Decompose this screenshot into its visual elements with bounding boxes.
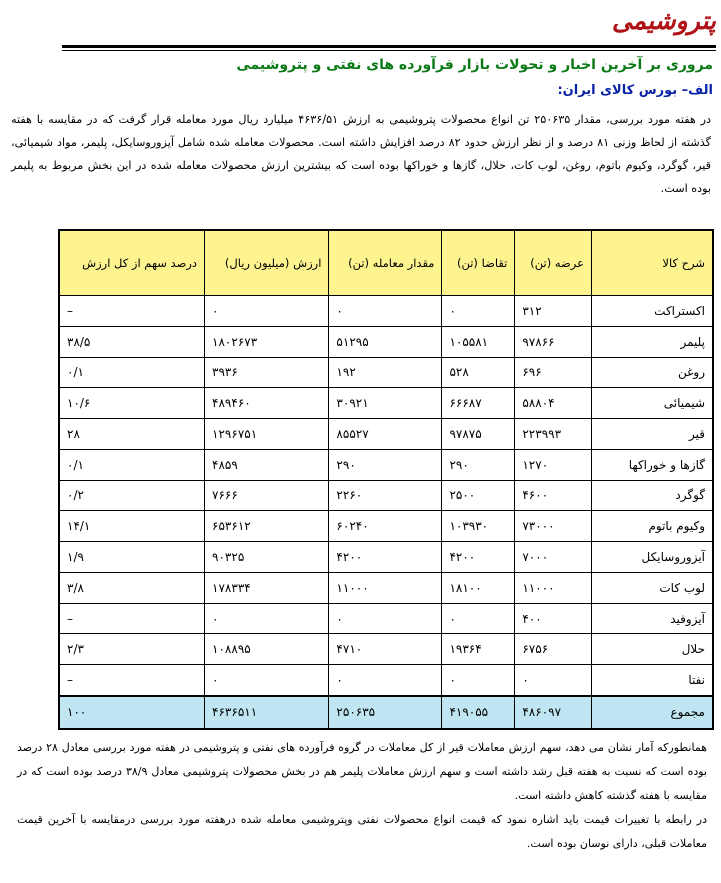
cell-value: ۱۰۸۸۹۵ xyxy=(205,634,329,665)
cell-item: حلال xyxy=(592,634,714,665)
cell-value: ۷۶۶۶ xyxy=(205,480,329,511)
cell-supply: ۶۹۶ xyxy=(515,357,592,388)
cell-demand: ۱۸۱۰۰ xyxy=(442,572,515,603)
table-row xyxy=(59,326,713,357)
cell-value: ۰ xyxy=(205,665,329,696)
cell-value: ۴۶۳۶۵۱۱ xyxy=(205,696,329,729)
header-rule xyxy=(62,45,716,48)
header-share: درصد سهم از کل ارزش xyxy=(59,230,205,296)
cell-item: وکیوم باتوم xyxy=(592,511,714,542)
cell-traded-qty: ۲۹۰ xyxy=(329,449,442,480)
commodity-trading-table xyxy=(58,229,714,730)
cell-supply: ۰ xyxy=(515,665,592,696)
cell-supply: ۴۰۰ xyxy=(515,603,592,634)
header-demand: تقاضا (تن) xyxy=(442,230,515,296)
cell-demand: ۰ xyxy=(442,296,515,327)
cell-share: ۰/۱ xyxy=(59,357,205,388)
cell-traded-qty: ۴۲۰۰ xyxy=(329,542,442,573)
analysis-paragraph-1: همانطورکه آمار نشان می دهد، سهم ارزش معاملات قیر از کل معاملات در گروه فرآورده های نفتی و پتروشیمی در هفته مورد بررسی معادل ۲۸ درصد بوده است که نسبت به هفته قبل رشد داشته است و سهم ارزش معاملات پلیمر هم در بخش محصولات پتروشیمی معادل ۳۸/۹ درصد بوده است که در مقایسه با هفته گذشته کاهش داشته است. xyxy=(17,741,707,802)
cell-demand: ۱۰۵۵۸۱ xyxy=(442,326,515,357)
cell-value: ۱۲۹۶۷۵۱ xyxy=(205,419,329,450)
cell-traded-qty: ۶۰۲۴۰ xyxy=(329,511,442,542)
table-row xyxy=(59,665,713,696)
article-headline: مروری بر آخرین اخبار و تحولات بازار فرآورده های نفتی و پتروشیمی xyxy=(236,57,713,73)
cell-share: ۳۸/۵ xyxy=(59,326,205,357)
table-row xyxy=(59,357,713,388)
analysis-section xyxy=(17,736,707,856)
header-value: ارزش (میلیون ریال) xyxy=(205,230,329,296)
cell-supply: ۳۱۲ xyxy=(515,296,592,327)
cell-traded-qty: ۰ xyxy=(329,665,442,696)
cell-demand: ۵۲۸ xyxy=(442,357,515,388)
cell-value: ۹۰۳۲۵ xyxy=(205,542,329,573)
cell-item: گازها و خوراکها xyxy=(592,449,714,480)
cell-supply: ۱۱۰۰۰ xyxy=(515,572,592,603)
cell-value: ۴۸۹۴۶۰ xyxy=(205,388,329,419)
cell-share: – xyxy=(59,603,205,634)
cell-item: شیمیائی xyxy=(592,388,714,419)
cell-share: – xyxy=(59,665,205,696)
table-header-row xyxy=(59,230,713,296)
cell-value: ۰ xyxy=(205,603,329,634)
cell-traded-qty: ۱۱۰۰۰ xyxy=(329,572,442,603)
cell-demand: ۲۹۰ xyxy=(442,449,515,480)
cell-share: ۲۸ xyxy=(59,419,205,450)
cell-supply: ۵۸۸۰۴ xyxy=(515,388,592,419)
cell-value: ۶۵۳۶۱۲ xyxy=(205,511,329,542)
cell-item: گوگرد xyxy=(592,480,714,511)
cell-item: اکستراکت xyxy=(592,296,714,327)
cell-traded-qty: ۵۱۲۹۵ xyxy=(329,326,442,357)
cell-traded-qty: ۴۷۱۰ xyxy=(329,634,442,665)
cell-demand: ۱۰۳۹۳۰ xyxy=(442,511,515,542)
cell-supply: ۲۲۳۹۹۳ xyxy=(515,419,592,450)
cell-demand: ۲۵۰۰ xyxy=(442,480,515,511)
cell-item: پلیمر xyxy=(592,326,714,357)
cell-demand: ۰ xyxy=(442,603,515,634)
table-total-row xyxy=(59,696,713,729)
table-row xyxy=(59,419,713,450)
cell-demand: ۹۷۸۷۵ xyxy=(442,419,515,450)
table-row xyxy=(59,449,713,480)
cell-supply: ۷۳۰۰۰ xyxy=(515,511,592,542)
cell-demand: ۰ xyxy=(442,665,515,696)
header-supply: عرضه (تن) xyxy=(515,230,592,296)
cell-item: لوب کات xyxy=(592,572,714,603)
table-row xyxy=(59,634,713,665)
header-traded-qty: مقدار معامله (تن) xyxy=(329,230,442,296)
table-row xyxy=(59,511,713,542)
table-row xyxy=(59,542,713,573)
cell-share: ۱۰/۶ xyxy=(59,388,205,419)
cell-demand: ۴۱۹۰۵۵ xyxy=(442,696,515,729)
table-row xyxy=(59,388,713,419)
cell-traded-qty: ۰ xyxy=(329,603,442,634)
cell-traded-qty: ۱۹۲ xyxy=(329,357,442,388)
cell-value: ۳۹۳۶ xyxy=(205,357,329,388)
cell-share: ۰/۲ xyxy=(59,480,205,511)
cell-traded-qty: ۳۰۹۲۱ xyxy=(329,388,442,419)
cell-demand: ۴۲۰۰ xyxy=(442,542,515,573)
cell-traded-qty: ۲۲۶۰ xyxy=(329,480,442,511)
cell-item: آیزوفید xyxy=(592,603,714,634)
cell-item: نفتا xyxy=(592,665,714,696)
cell-value: ۱۸۰۲۶۷۳ xyxy=(205,326,329,357)
cell-item: قیر xyxy=(592,419,714,450)
cell-share: – xyxy=(59,296,205,327)
cell-item: روغن xyxy=(592,357,714,388)
cell-value: ۱۷۸۳۳۴ xyxy=(205,572,329,603)
table-row xyxy=(59,603,713,634)
cell-value: ۴۸۵۹ xyxy=(205,449,329,480)
cell-supply: ۷۰۰۰ xyxy=(515,542,592,573)
cell-supply: ۹۷۸۶۶ xyxy=(515,326,592,357)
analysis-paragraph-2: در رابطه با تغییرات قیمت باید اشاره نمود که قیمت انواع محصولات نفتی وپتروشیمی معامله شده درهفته مورد بررسی درمقایسه با آخرین قیمت معاملات قبلی، دارای نوسان بوده است. xyxy=(17,813,707,850)
cell-share: ۱۴/۱ xyxy=(59,511,205,542)
cell-supply: ۴۸۶۰۹۷ xyxy=(515,696,592,729)
section-title: الف– بورس کالای ایران: xyxy=(557,83,713,98)
cell-supply: ۱۲۷۰ xyxy=(515,449,592,480)
cell-traded-qty: ۸۵۵۲۷ xyxy=(329,419,442,450)
cell-item: آیزوروسایکل xyxy=(592,542,714,573)
cell-share: ۳/۸ xyxy=(59,572,205,603)
cell-supply: ۶۷۵۶ xyxy=(515,634,592,665)
header-rule-thin xyxy=(62,50,716,51)
cell-share: ۱/۹ xyxy=(59,542,205,573)
intro-paragraph: در هفته مورد بررسی، مقدار ۲۵۰۶۳۵ تن انواع محصولات پتروشیمی به ارزش ۴۶۳۶/۵۱ میلیارد ریال مورد معامله قرار گرفت که در مقایسه با هفته گذشته از لحاظ وزنی ۸۱ درصد و از نظر ارزش حدود ۸۲ درصد افزایش داشته است. محصولات معامله شده شامل آیزوروسایکل، پلیمر، مواد شیمیائی، قیر، گوگرد، وکیوم باتوم، روغن، لوب کات، حلال، گازها و خوراکها بوده است که بیشترین ارزش محصولات معامله شده در این بخش مربوط به پلیمر بوده است. xyxy=(11,113,711,195)
cell-share: ۱۰۰ xyxy=(59,696,205,729)
cell-item: مجموع xyxy=(592,696,714,729)
cell-value: ۰ xyxy=(205,296,329,327)
petrochemical-logo: پتروشیمی xyxy=(611,6,716,35)
cell-share: ۲/۳ xyxy=(59,634,205,665)
cell-share: ۰/۱ xyxy=(59,449,205,480)
table-row xyxy=(59,480,713,511)
cell-supply: ۴۶۰۰ xyxy=(515,480,592,511)
cell-demand: ۱۹۳۶۴ xyxy=(442,634,515,665)
cell-demand: ۶۶۶۸۷ xyxy=(442,388,515,419)
header-item: شرح کالا xyxy=(592,230,714,296)
table-row xyxy=(59,572,713,603)
table-row xyxy=(59,296,713,327)
cell-traded-qty: ۲۵۰۶۳۵ xyxy=(329,696,442,729)
cell-traded-qty: ۰ xyxy=(329,296,442,327)
